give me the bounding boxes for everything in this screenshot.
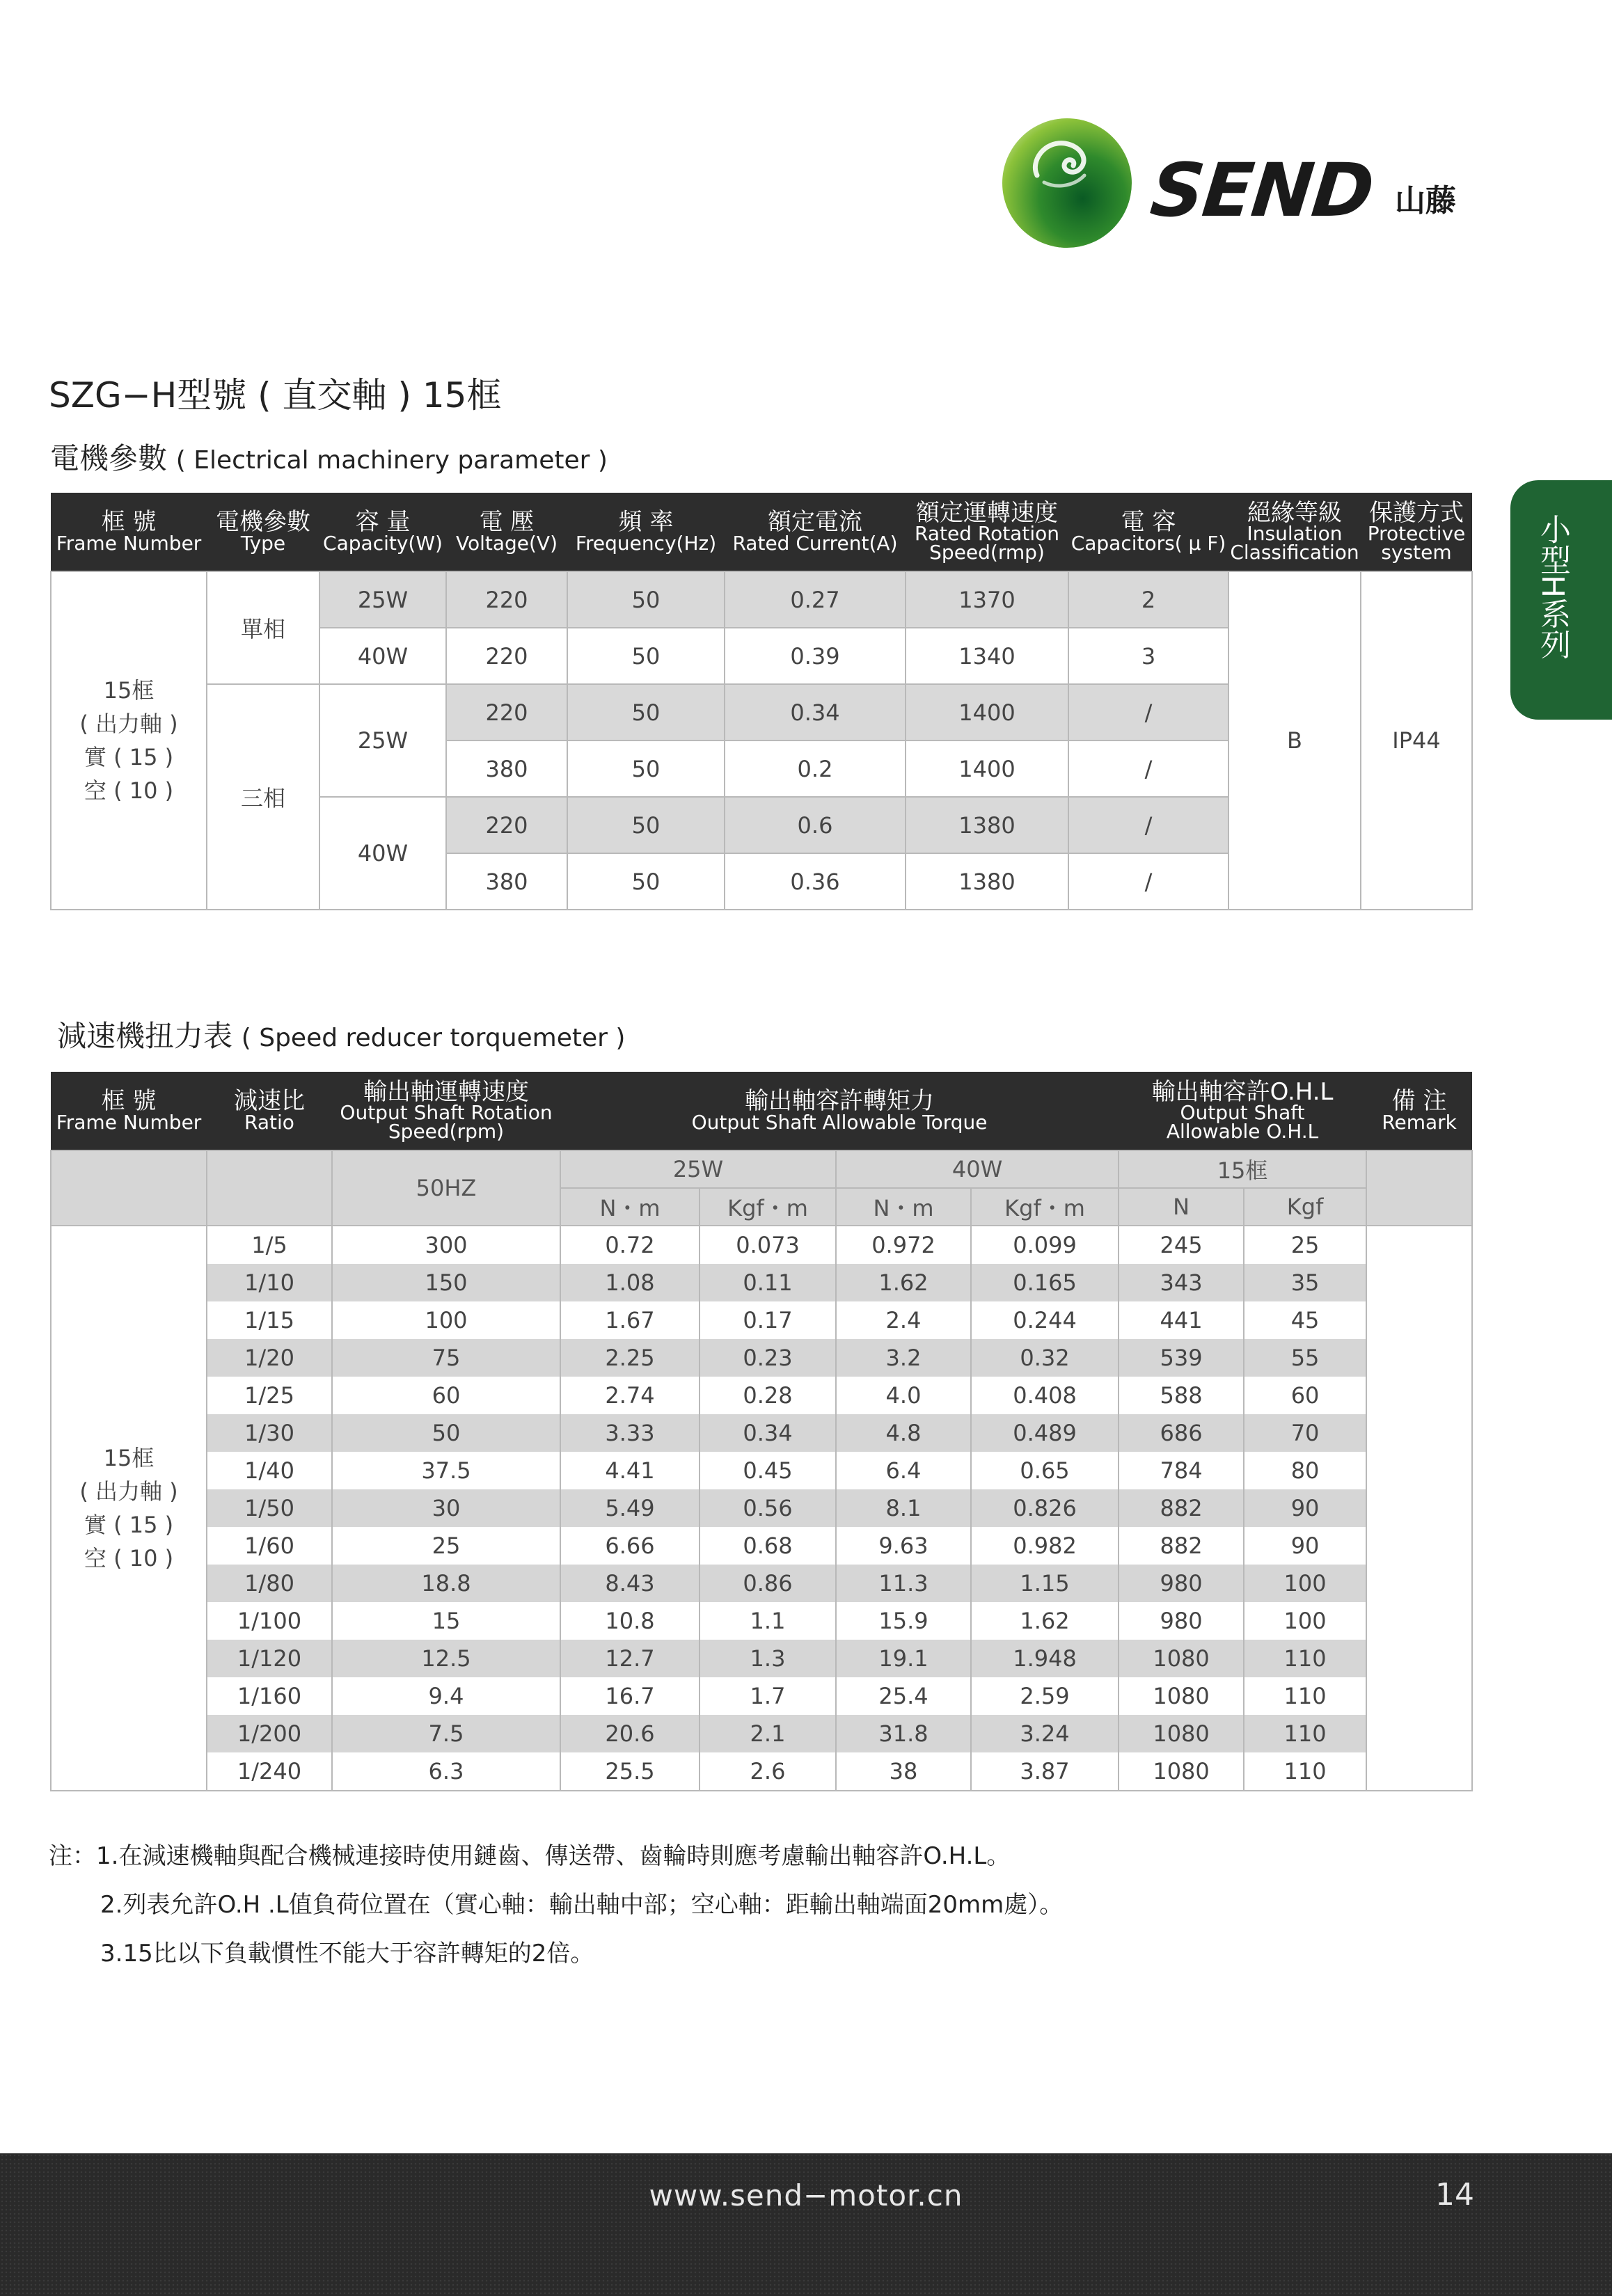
ratio-cell: 1/120 [207,1640,332,1677]
current-cell: 0.39 [725,628,906,684]
type-single-phase: 單相 [207,571,319,684]
table-row [51,1602,1472,1640]
voltage-cell: 220 [446,684,567,741]
table-row [51,1677,1472,1715]
electrical-title-cn: 電機參數 [50,441,168,475]
ratio-cell: 1/60 [207,1527,332,1565]
torque-40w-kgfm: 0.099 [971,1226,1119,1264]
speed-cell: 1380 [906,797,1068,853]
ratio-cell: 1/40 [207,1452,332,1489]
ohl-kgf: 110 [1244,1640,1366,1677]
speed-cell: 12.5 [332,1640,560,1677]
torque-25w-nm: 25.5 [560,1752,700,1791]
ratio-cell: 1/20 [207,1339,332,1377]
ratio-cell: 1/5 [207,1226,332,1264]
ohl-kgf: 90 [1244,1489,1366,1527]
table-row [51,1301,1472,1339]
speed-cell: 6.3 [332,1752,560,1791]
header-output-speed: 輸出軸運轉速度 Output Shaft Rotation Speed(rpm) [332,1072,560,1150]
capacity-cell: 25W [319,571,446,628]
torque-25w-nm: 0.72 [560,1226,700,1264]
torque-40w-kgfm: 0.489 [971,1414,1119,1452]
electrical-header-row [51,493,1472,571]
current-cell: 0.6 [725,797,906,853]
torque-40w-kgfm: 1.62 [971,1602,1119,1640]
torque-25w-nm: 6.66 [560,1527,700,1565]
capacity-cell: 40W [319,628,446,684]
speed-cell: 30 [332,1489,560,1527]
torque-40w-nm: 9.63 [836,1527,971,1565]
voltage-cell: 380 [446,741,567,797]
torque-25w-kgfm: 1.1 [700,1602,836,1640]
speed-cell: 150 [332,1264,560,1301]
capacitor-cell: 3 [1068,628,1228,684]
voltage-cell: 380 [446,853,567,910]
table-row [51,571,1472,628]
logo-globe-icon [1002,118,1132,248]
ohl-n: 539 [1119,1339,1244,1377]
torque-25w-nm: 16.7 [560,1677,700,1715]
speed-cell: 1370 [906,571,1068,628]
torque-25w-nm: 20.6 [560,1715,700,1752]
ohl-kgf: 80 [1244,1452,1366,1489]
ratio-cell: 1/100 [207,1602,332,1640]
table-row [51,1226,1472,1264]
speed-cell: 18.8 [332,1565,560,1602]
torque-25w-nm: 1.08 [560,1264,700,1301]
torque-25w-kgfm: 0.23 [700,1339,836,1377]
series-side-tab-label: 小型H系列 [1535,514,1570,660]
ohl-n: 686 [1119,1414,1244,1452]
table-row [51,1640,1472,1677]
header-protection: 保護方式 Protective system [1361,493,1472,571]
type-three-phase: 三相 [207,684,319,910]
insulation-cell: B [1228,571,1361,910]
torque-40w-nm: 15.9 [836,1602,971,1640]
header-rated-speed: 額定運轉速度 Rated Rotation Speed(rmp) [906,493,1068,571]
speed-cell: 9.4 [332,1677,560,1715]
torque-40w-kgfm: 0.65 [971,1452,1119,1489]
torque-25w-nm: 8.43 [560,1565,700,1602]
torque-40w-kgfm: 1.15 [971,1565,1119,1602]
torque-40w-nm: 4.0 [836,1377,971,1414]
torque-25w-nm: 2.74 [560,1377,700,1414]
current-cell: 0.27 [725,571,906,628]
torque-40w-nm: 19.1 [836,1640,971,1677]
page-number: 14 [1435,2177,1474,2212]
torque-25w-nm: 10.8 [560,1602,700,1640]
torque-25w-kgfm: 0.34 [700,1414,836,1452]
torque-25w-nm: 2.25 [560,1339,700,1377]
unit-nm: N・m [560,1188,700,1226]
capacitor-cell: / [1068,684,1228,741]
table-row [51,1377,1472,1414]
table-row [51,1527,1472,1565]
sub-remark-blank [1366,1150,1472,1226]
capacity-cell: 25W [319,684,446,797]
frequency-cell: 50 [567,628,725,684]
capacity-cell: 40W [319,797,446,910]
frame-cell: 15框 ( 出力軸 ) 實 ( 15 ) 空 ( 10 ) [51,571,207,910]
sub-frame-blank [51,1150,207,1226]
ratio-cell: 1/50 [207,1489,332,1527]
capacitor-cell: / [1068,741,1228,797]
header-insulation: 絕緣等級 Insulation Classification [1228,493,1361,571]
speed-cell: 60 [332,1377,560,1414]
frame-cell: 15框 ( 出力軸 ) 實 ( 15 ) 空 ( 10 ) [51,1226,207,1791]
current-cell: 0.34 [725,684,906,741]
header-type: 電機參數 Type [207,493,319,571]
brand-name: SEND [1146,148,1377,233]
torque-25w-kgfm: 0.68 [700,1527,836,1565]
ohl-n: 882 [1119,1527,1244,1565]
table-row [51,1339,1472,1377]
frequency-cell: 50 [567,853,725,910]
voltage-cell: 220 [446,571,567,628]
torque-25w-kgfm: 0.11 [700,1264,836,1301]
torque-40w-nm: 38 [836,1752,971,1791]
table-row [51,1565,1472,1602]
ohl-kgf: 45 [1244,1301,1366,1339]
torque-25w-kgfm: 0.86 [700,1565,836,1602]
torque-40w-nm: 3.2 [836,1339,971,1377]
torque-section-title [57,1013,625,1055]
torque-title-cn: 減速機扭力表 [57,1019,233,1053]
speed-cell: 100 [332,1301,560,1339]
logo-swirl-icon [1023,134,1100,196]
sub-frequency: 50HZ [332,1150,560,1226]
torque-25w-kgfm: 1.3 [700,1640,836,1677]
torque-40w-kgfm: 0.165 [971,1264,1119,1301]
ratio-cell: 1/160 [207,1677,332,1715]
ratio-cell: 1/10 [207,1264,332,1301]
torque-40w-nm: 8.1 [836,1489,971,1527]
voltage-cell: 220 [446,628,567,684]
header-remark: 備 注 Remark [1366,1072,1472,1150]
table-row [51,1414,1472,1452]
torque-25w-kgfm: 0.45 [700,1452,836,1489]
torque-40w-kgfm: 0.408 [971,1377,1119,1414]
ratio-cell: 1/15 [207,1301,332,1339]
torque-25w-nm: 1.67 [560,1301,700,1339]
torque-40w-nm: 0.972 [836,1226,971,1264]
torque-25w-kgfm: 2.1 [700,1715,836,1752]
ratio-cell: 1/200 [207,1715,332,1752]
torque-title-en: ( Speed reducer torquemeter ) [241,1024,626,1052]
sub-ratio-blank [207,1150,332,1226]
footer-website-link[interactable]: www.send−motor.cn [649,2178,963,2212]
ohl-kgf: 110 [1244,1752,1366,1791]
header-capacity: 容 量 Capacity(W) [319,493,446,571]
torque-40w-kgfm: 0.982 [971,1527,1119,1565]
ohl-n: 245 [1119,1226,1244,1264]
ohl-n: 784 [1119,1452,1244,1489]
header-frame-number: 框 號 Frame Number [51,493,207,571]
ohl-kgf: 110 [1244,1715,1366,1752]
unit-n: N [1119,1188,1244,1226]
torque-subheader-row-1 [51,1150,1472,1188]
torque-25w-nm: 4.41 [560,1452,700,1489]
sub-frame15: 15框 [1119,1150,1366,1188]
ratio-cell: 1/240 [207,1752,332,1791]
frequency-cell: 50 [567,571,725,628]
protection-cell: IP44 [1361,571,1472,910]
torque-25w-kgfm: 0.17 [700,1301,836,1339]
ohl-kgf: 60 [1244,1377,1366,1414]
electrical-section-title [50,436,608,477]
ohl-n: 882 [1119,1489,1244,1527]
torque-40w-nm: 1.62 [836,1264,971,1301]
torque-40w-kgfm: 2.59 [971,1677,1119,1715]
torque-40w-kgfm: 0.244 [971,1301,1119,1339]
torque-header-row [51,1072,1472,1150]
header-ohl: 輸出軸容許O.H.L Output Shaft Allowable O.H.L [1119,1072,1366,1150]
sub-40w: 40W [836,1150,1119,1188]
ohl-n: 1080 [1119,1677,1244,1715]
header-rated-current: 額定電流 Rated Current(A) [725,493,906,571]
ohl-kgf: 110 [1244,1677,1366,1715]
speed-cell: 1400 [906,684,1068,741]
table-row [51,1264,1472,1301]
brand-logo [999,114,1487,253]
speed-cell: 7.5 [332,1715,560,1752]
unit-nm: N・m [836,1188,971,1226]
ohl-n: 980 [1119,1565,1244,1602]
frequency-cell: 50 [567,741,725,797]
footer-bar [0,2153,1612,2296]
ohl-kgf: 100 [1244,1602,1366,1640]
torque-25w-kgfm: 2.6 [700,1752,836,1791]
torque-table [50,1072,1473,1791]
ohl-n: 1080 [1119,1640,1244,1677]
ohl-kgf: 25 [1244,1226,1366,1264]
ohl-n: 588 [1119,1377,1244,1414]
torque-40w-nm: 2.4 [836,1301,971,1339]
torque-25w-nm: 12.7 [560,1640,700,1677]
note-1: 注：1.在減速機軸與配合機械連接時使用鏈齒、傳送帶、齒輪時則應考慮輸出軸容許O.H.L。 [49,1842,1011,1870]
electrical-title-en: ( Electrical machinery parameter ) [175,446,608,475]
ohl-n: 1080 [1119,1715,1244,1752]
ohl-n: 343 [1119,1264,1244,1301]
header-voltage: 電 壓 Voltage(V) [446,493,567,571]
header-ratio: 減速比 Ratio [207,1072,332,1150]
torque-40w-kgfm: 3.24 [971,1715,1119,1752]
torque-25w-kgfm: 0.073 [700,1226,836,1264]
capacitor-cell: / [1068,853,1228,910]
torque-25w-nm: 3.33 [560,1414,700,1452]
torque-25w-kgfm: 1.7 [700,1677,836,1715]
table-row [51,1452,1472,1489]
unit-kgfm: Kgf・m [700,1188,836,1226]
torque-40w-nm: 4.8 [836,1414,971,1452]
ohl-n: 441 [1119,1301,1244,1339]
ratio-cell: 1/80 [207,1565,332,1602]
speed-cell: 300 [332,1226,560,1264]
current-cell: 0.36 [725,853,906,910]
note-2: 2.列表允許O.H .L值負荷位置在（實心軸：輸出軸中部；空心軸：距輸出軸端面20mm處）。 [100,1891,1064,1919]
torque-40w-kgfm: 1.948 [971,1640,1119,1677]
torque-40w-nm: 31.8 [836,1715,971,1752]
speed-cell: 1380 [906,853,1068,910]
table-row [51,1752,1472,1791]
torque-40w-nm: 25.4 [836,1677,971,1715]
current-cell: 0.2 [725,741,906,797]
speed-cell: 25 [332,1527,560,1565]
electrical-parameter-table [50,493,1473,910]
ratio-cell: 1/25 [207,1377,332,1414]
speed-cell: 37.5 [332,1452,560,1489]
ohl-n: 980 [1119,1602,1244,1640]
ohl-kgf: 90 [1244,1527,1366,1565]
speed-cell: 15 [332,1602,560,1640]
notes [49,1832,1063,1978]
speed-cell: 50 [332,1414,560,1452]
speed-cell: 75 [332,1339,560,1377]
torque-40w-kgfm: 3.87 [971,1752,1119,1791]
header-frame-number: 框 號 Frame Number [51,1072,207,1150]
torque-40w-nm: 6.4 [836,1452,971,1489]
ohl-kgf: 100 [1244,1565,1366,1602]
capacitor-cell: / [1068,797,1228,853]
series-side-tab [1510,480,1612,720]
ohl-kgf: 70 [1244,1414,1366,1452]
header-allowable-torque: 輸出軸容許轉矩力 Output Shaft Allowable Torque [560,1072,1119,1150]
table-row [51,1715,1472,1752]
unit-kgfm: Kgf・m [971,1188,1119,1226]
frequency-cell: 50 [567,684,725,741]
voltage-cell: 220 [446,797,567,853]
ohl-n: 1080 [1119,1752,1244,1791]
note-3: 3.15比以下負載慣性不能大于容許轉矩的2倍。 [100,1940,594,1968]
speed-cell: 1400 [906,741,1068,797]
frequency-cell: 50 [567,797,725,853]
sub-25w: 25W [560,1150,836,1188]
header-frequency: 頻 率 Frequency(Hz) [567,493,725,571]
torque-25w-nm: 5.49 [560,1489,700,1527]
torque-40w-kgfm: 0.32 [971,1339,1119,1377]
header-capacitors: 電 容 Capacitors( μ F) [1068,493,1228,571]
table-row [51,1489,1472,1527]
ohl-kgf: 55 [1244,1339,1366,1377]
page-title: SZG−H型號 ( 直交軸 ) 15框 [49,375,502,415]
torque-40w-kgfm: 0.826 [971,1489,1119,1527]
speed-cell: 1340 [906,628,1068,684]
capacitor-cell: 2 [1068,571,1228,628]
ohl-kgf: 35 [1244,1264,1366,1301]
torque-40w-nm: 11.3 [836,1565,971,1602]
torque-25w-kgfm: 0.56 [700,1489,836,1527]
remark-cell [1366,1226,1472,1791]
ratio-cell: 1/30 [207,1414,332,1452]
torque-25w-kgfm: 0.28 [700,1377,836,1414]
unit-kgf: Kgf [1244,1188,1366,1226]
brand-name-cn: 山藤 [1395,183,1456,219]
